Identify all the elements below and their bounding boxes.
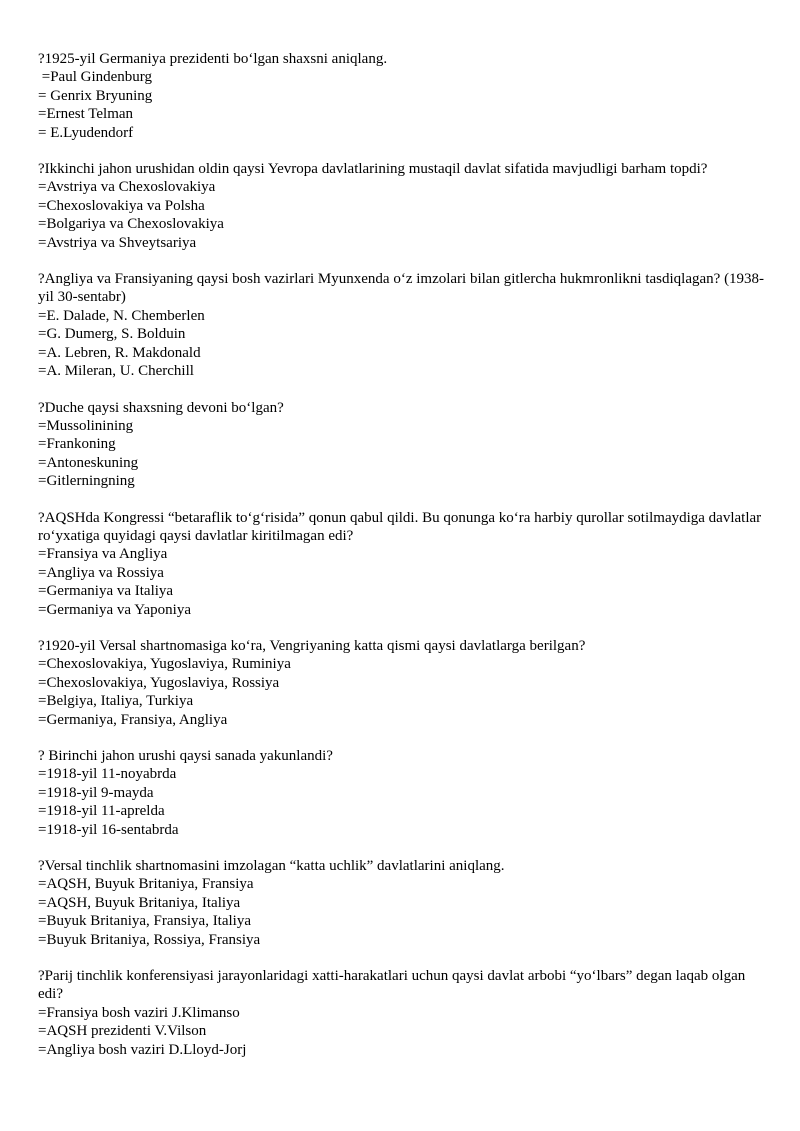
question-block	[38, 747, 768, 839]
answer-option: =Fransiya bosh vaziri J.Klimanso	[38, 1004, 240, 1021]
answer-option: =Buyuk Britaniya, Rossiya, Fransiya	[38, 931, 261, 948]
question-block	[38, 160, 768, 252]
answer-option: =1918-yil 11-noyabrda	[38, 766, 177, 783]
answer-option: = E.Lyudendorf	[38, 124, 134, 141]
answer-option: =AQSH, Buyuk Britaniya, Italiya	[38, 894, 241, 911]
question-text: ? Birinchi jahon urushi qaysi sanada yakunlandi?	[38, 748, 333, 764]
answer-option: =Frankoning	[38, 436, 116, 453]
answer-option: =Belgiya, Italiya, Turkiya	[38, 693, 194, 710]
answer-option: =AQSH prezidenti V.Vilson	[38, 1023, 207, 1040]
answer-option: =Paul Gindenburg	[38, 69, 153, 86]
answer-option: =Buyuk Britaniya, Fransiya, Italiya	[38, 913, 252, 930]
question-text: ?1925-yil Germaniya prezidenti bo‘lgan shaxsni aniqlang.	[38, 51, 388, 67]
answer-option: =1918-yil 11-aprelda	[38, 803, 165, 820]
answer-option: =Chexoslovakiya, Yugoslaviya, Rossiya	[38, 674, 280, 691]
answer-option: =Germaniya va Yaponiya	[38, 601, 192, 618]
answer-option: =Chexoslovakiya va Polsha	[38, 197, 205, 214]
question-block	[38, 270, 768, 380]
answer-option: =Avstriya va Shveytsariya	[38, 234, 197, 251]
question-text: ?Versal tinchlik shartnomasini imzolagan “katta uchlik” davlatlarini aniqlang.	[38, 858, 505, 875]
answer-option: =Germaniya, Fransiya, Angliya	[38, 711, 228, 728]
answer-option: =A. Mileran, U. Cherchill	[38, 363, 194, 380]
question-text: ?Parij tinchlik konferensiyasi jarayonlaridagi xatti-harakatlari uchun qaysi davlat arbobi “yo‘lbars” degan laqab olgan edi?	[38, 968, 749, 1003]
answer-option: =Fransiya va Angliya	[38, 546, 168, 563]
question-block	[38, 50, 768, 142]
answer-option: =Antoneskuning	[38, 454, 139, 471]
answer-option: =Bolgariya va Chexoslovakiya	[38, 216, 224, 233]
answer-option: =1918-yil 16-sentabrda	[38, 821, 179, 838]
question-block	[38, 637, 768, 729]
answer-option: =1918-yil 9-mayda	[38, 784, 154, 801]
answer-option: =AQSH, Buyuk Britaniya, Fransiya	[38, 876, 254, 893]
question-text: ?Duche qaysi shaxsning devoni bo‘lgan?	[38, 399, 284, 416]
question-block	[38, 509, 768, 619]
answer-option: =Gitlerningning	[38, 473, 135, 490]
answer-option: =Angliya bosh vaziri D.Lloyd-Jorj	[38, 1041, 247, 1058]
question-text: ?1920-yil Versal shartnomasiga ko‘ra, Vengriyaning katta qismi qaysi davlatlarga berilgan?	[38, 637, 586, 654]
document-page	[38, 50, 768, 1077]
answer-option: =Angliya va Rossiya	[38, 564, 164, 581]
question-block	[38, 857, 768, 949]
answer-option: =E. Dalade, N. Chemberlen	[38, 307, 205, 324]
question-block	[38, 399, 768, 491]
answer-option: =Ernest Telman	[38, 106, 134, 123]
answer-option: =Avstriya va Chexoslovakiya	[38, 179, 216, 196]
answer-option: = Genrix Bryuning	[38, 87, 153, 104]
question-block	[38, 967, 768, 1059]
question-text: ?Ikkinchi jahon urushidan oldin qaysi Yevropa davlatlarining mustaqil davlat sifatida mavjudligi barham topdi?	[38, 161, 708, 178]
answer-option: =Germaniya va Italiya	[38, 583, 174, 600]
answer-option: =A. Lebren, R. Makdonald	[38, 344, 201, 361]
question-text: ?Angliya va Fransiyaning qaysi bosh vazirlari Myunxenda o‘z imzolari bilan gitlercha hukmronlikni tasdiqlagan? (1938-yil 30-sentabr)	[38, 271, 765, 306]
question-text: ?AQSHda Kongressi “betaraflik to‘g‘risida” qonun qabul qildi. Bu qonunga ko‘ra harbiy qurollar sotilmaydiga davlatlar ro‘yxatiga quyidagi qaysi davlatlar kiritilmagan edi?	[38, 509, 765, 544]
answer-option: =Chexoslovakiya, Yugoslaviya, Ruminiya	[38, 656, 291, 673]
answer-option: =G. Dumerg, S. Bolduin	[38, 326, 186, 343]
answer-option: =Mussolinining	[38, 417, 134, 434]
